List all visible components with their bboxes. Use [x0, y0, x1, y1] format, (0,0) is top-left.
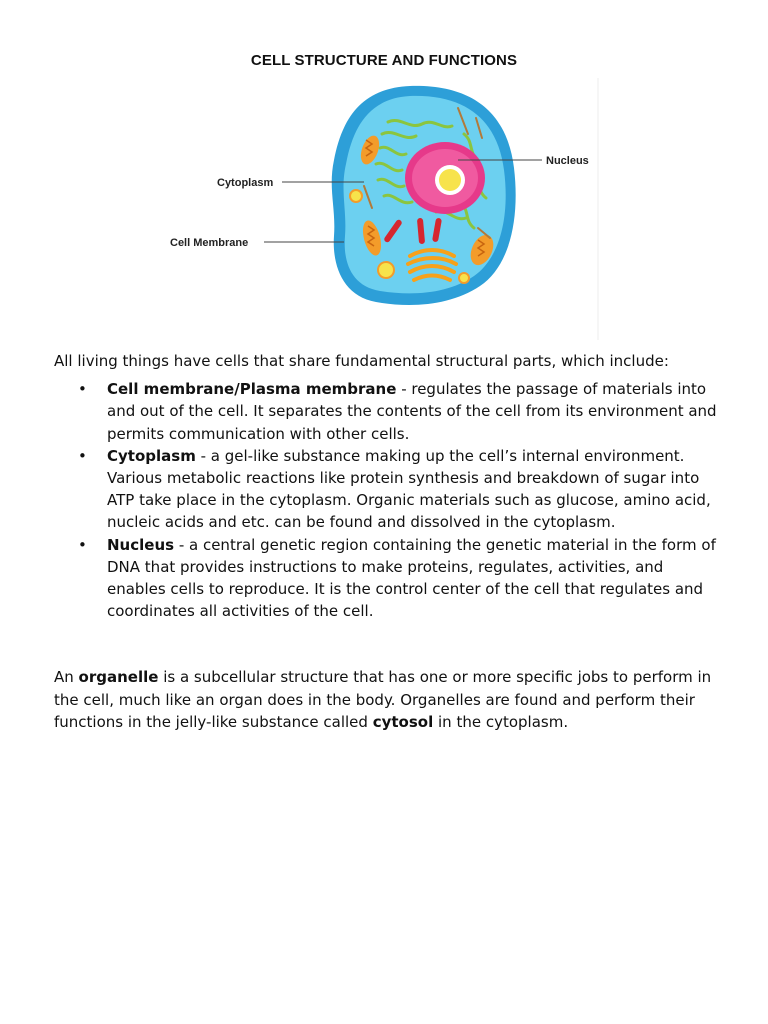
cell-parts-list: [54, 378, 724, 622]
organelle-text-2: is a subcellular structure that has one or more specific jobs to perform in the cell, much like an organ does in the body. Organelles are found and perform their functions in the jelly-like substance called: [54, 668, 712, 731]
description: - a gel-like substance making up the cell’s internal environment. Various metabolic reactions like protein synthesis and breakdown of sugar into ATP take place in the cytoplasm. Organic materials such as glucose, amino acid, nucleic acids and etc. can be found and dissolved in the cytoplasm.: [107, 446, 711, 532]
bullet-glyph: •: [78, 535, 87, 554]
nucleolus-shape: [439, 169, 461, 191]
list-item-nucleus: [54, 534, 724, 623]
cell-illustration: [160, 78, 610, 348]
organelle-paragraph: [54, 666, 724, 733]
page-title: CELL STRUCTURE AND FUNCTIONS: [250, 52, 518, 69]
intro-paragraph: All living things have cells that share fundamental structural parts, which include:: [54, 352, 669, 370]
bullet-glyph: •: [78, 380, 87, 399]
cell-membrane-label: Cell Membrane: [170, 237, 249, 249]
list-item-cytoplasm: [54, 445, 724, 534]
nucleus-label: Nucleus: [546, 155, 589, 167]
organelle-term: organelle: [78, 668, 159, 687]
list-item-cell-membrane: [54, 378, 724, 445]
body-text: [54, 350, 724, 733]
term: Nucleus: [107, 535, 175, 554]
bullet-glyph: •: [78, 446, 87, 465]
cytosol-term: cytosol: [372, 712, 434, 731]
cytoplasm-label: Cytoplasm: [217, 177, 274, 189]
description: - regulates the passage of materials into and out of the cell. It separates the contents of the cell from its environment and permits communication with other cells.: [107, 380, 717, 443]
term: Cell membrane/Plasma membrane: [107, 380, 397, 399]
organelle-text-1: An: [54, 668, 79, 687]
organelle-text-3: in the cytoplasm.: [433, 712, 569, 731]
description: - a central genetic region containing the genetic material in the form of DNA that provides instructions to make proteins, regulates, activities, and enables cells to reproduce. It is the control center of the cell that regulates and coordinates all activities of the cell.: [107, 535, 716, 621]
cell-diagram: [160, 78, 610, 348]
term: Cytoplasm: [107, 446, 196, 465]
